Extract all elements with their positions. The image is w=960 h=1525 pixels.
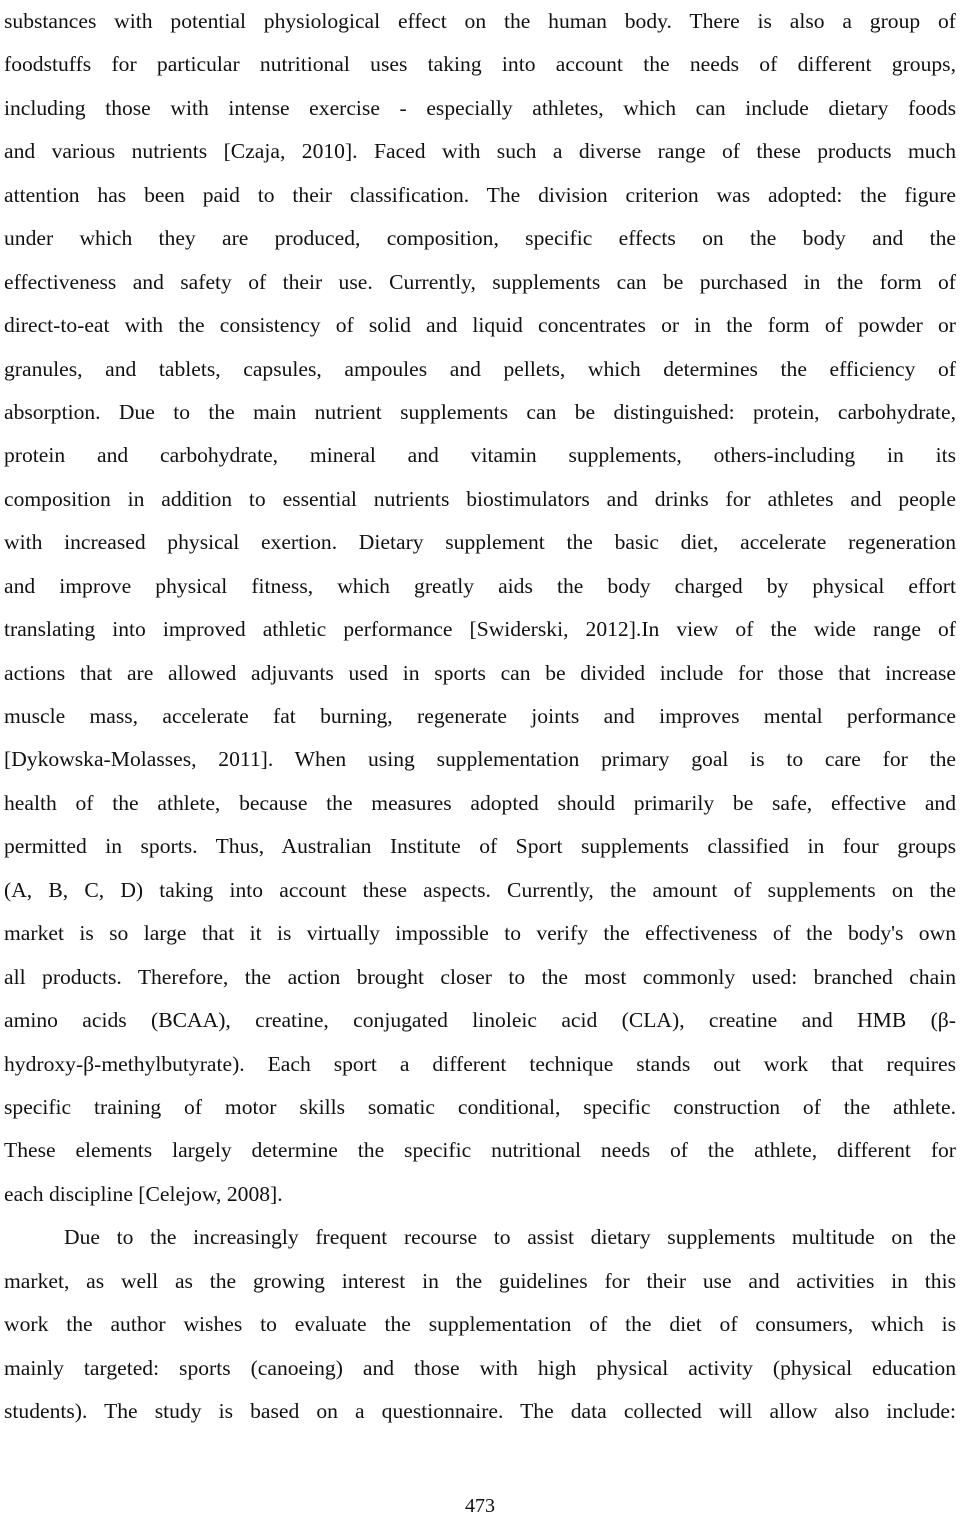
text-line: amino acids (BCAA), creatine, conjugated linoleic acid (CLA), creatine and HMB (β- <box>4 1008 956 1033</box>
text-line: and improve physical fitness, which greatly aids the body charged by physical effort <box>4 573 956 598</box>
paragraph-2 <box>4 1216 956 1433</box>
text-line: including those with intense exercise - especially athletes, which can include dietary foods <box>4 95 956 120</box>
text-line: permitted in sports. Thus, Australian Institute of Sport supplements classified in four groups <box>4 834 956 859</box>
text-line: absorption. Due to the main nutrient supplements can be distinguished: protein, carbohydrate, <box>4 399 956 424</box>
text-line: Due to the increasingly frequent recourse to assist dietary supplements multitude on the <box>64 1225 956 1250</box>
text-line: market, as well as the growing interest in the guidelines for their use and activities in this <box>4 1268 956 1293</box>
text-line: These elements largely determine the specific nutritional needs of the athlete, different for <box>4 1138 956 1163</box>
text-line: hydroxy-β-methylbutyrate). Each sport a different technique stands out work that requires <box>4 1051 956 1076</box>
text-line: health of the athlete, because the measures adopted should primarily be safe, effective and <box>4 790 956 815</box>
text-line: muscle mass, accelerate fat burning, regenerate joints and improves mental performance <box>4 704 956 728</box>
text-line: with increased physical exertion. Dietary supplement the basic diet, accelerate regeneration <box>4 530 956 555</box>
page-number: 473 <box>465 1495 495 1517</box>
text-line: students). The study is based on a questionnaire. The data collected will allow also include: <box>4 1399 956 1423</box>
text-line: mainly targeted: sports (canoeing) and those with high physical activity (physical education <box>4 1355 956 1380</box>
text-line: direct-to-eat with the consistency of solid and liquid concentrates or in the form of powder or <box>4 313 956 338</box>
text-line: market is so large that it is virtually impossible to verify the effectiveness of the body's own <box>4 921 956 946</box>
paragraph-1 <box>4 0 956 1216</box>
text-line: under which they are produced, composition, specific effects on the body and the <box>4 226 956 251</box>
text-line: granules, and tablets, capsules, ampoules and pellets, which determines the efficiency of <box>4 356 956 381</box>
text-line: foodstuffs for particular nutritional uses taking into account the needs of different groups, <box>4 52 956 77</box>
body-text <box>4 0 956 1433</box>
text-line: substances with potential physiological effect on the human body. There is also a group of <box>4 9 956 33</box>
text-line: composition in addition to essential nutrients biostimulators and drinks for athletes and people <box>4 486 956 511</box>
text-line: each discipline [Celejow, 2008]. <box>4 1181 283 1206</box>
text-line: and various nutrients [Czaja, 2010]. Faced with such a diverse range of these products much <box>4 139 956 164</box>
text-line: [Dykowska-Molasses, 2011]. When using supplementation primary goal is to care for the <box>4 747 956 772</box>
text-line: attention has been paid to their classification. The division criterion was adopted: the figure <box>4 182 956 207</box>
text-line: protein and carbohydrate, mineral and vitamin supplements, others-including in its <box>4 443 956 468</box>
text-line: effectiveness and safety of their use. Currently, supplements can be purchased in the form of <box>4 269 956 294</box>
text-line: all products. Therefore, the action brought closer to the most commonly used: branched chain <box>4 964 956 989</box>
text-line: actions that are allowed adjuvants used in sports can be divided include for those that increase <box>4 660 956 685</box>
text-line: (A, B, C, D) taking into account these aspects. Currently, the amount of supplements on the <box>4 877 956 902</box>
text-line: work the author wishes to evaluate the supplementation of the diet of consumers, which is <box>4 1312 956 1337</box>
text-line: specific training of motor skills somatic conditional, specific construction of the athlete. <box>4 1094 956 1119</box>
text-line: translating into improved athletic performance [Swiderski, 2012].In view of the wide range of <box>4 617 956 642</box>
